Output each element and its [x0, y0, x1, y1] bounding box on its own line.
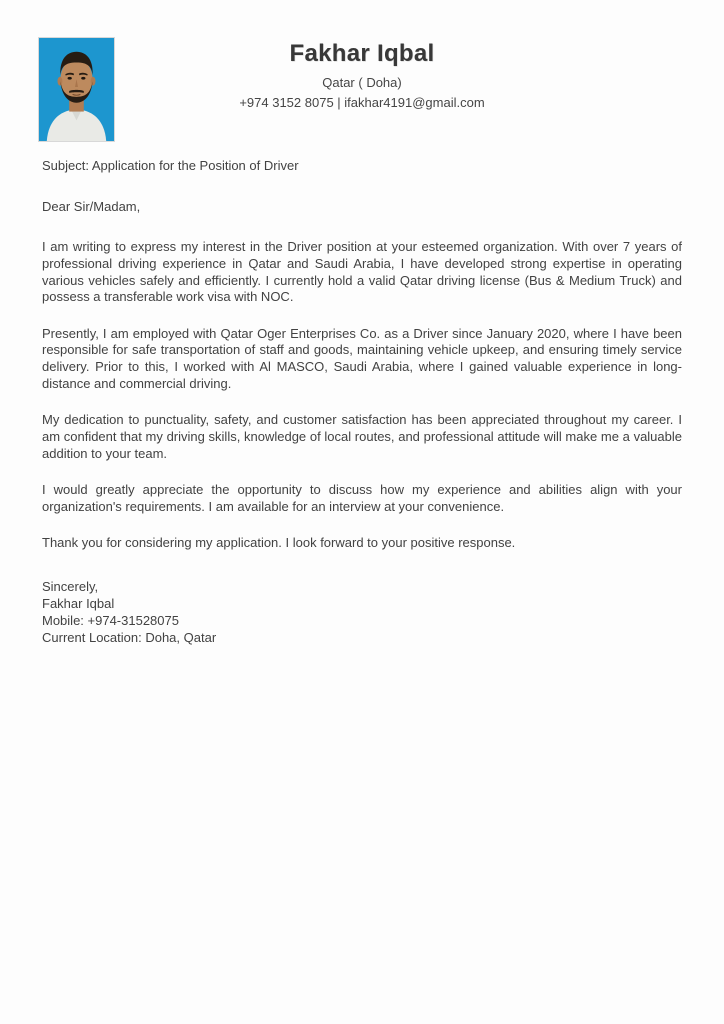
paragraph-thank-you: Thank you for considering my application. I look forward to your positive response.	[42, 535, 516, 551]
signature-block	[42, 578, 682, 647]
signature-mobile: Mobile: +974-31528075	[42, 613, 179, 629]
applicant-name: Fakhar Iqbal	[289, 40, 435, 67]
salutation: Dear Sir/Madam,	[42, 198, 141, 214]
paragraph-interview-request: I would greatly appreciate the opportunity to discuss how my experience and abilities align with your organization's requirements. I am available for an interview at your convenience.	[42, 482, 682, 514]
paragraph-introduction: I am writing to express my interest in the Driver position at your esteemed organization. With over 7 years of professional driving experience in Qatar and Saudi Arabia, I have developed strong expertise in operating various vehicles safely and efficiently. I currently hold a valid Qatar driving license (Bus & Medium Truck) and possess a transferable work visa with NOC.	[42, 239, 682, 305]
applicant-photo	[38, 37, 115, 142]
subject-line: Subject: Application for the Position of Driver	[42, 158, 299, 173]
paragraph-skills: My dedication to punctuality, safety, and customer satisfaction has been appreciated throughout my career. I am confident that my driving skills, knowledge of local routes, and professional attitude will make me a valuable addition to your team.	[42, 412, 682, 461]
applicant-contact: +974 3152 8075 | ifakhar4191@gmail.com	[239, 95, 485, 110]
paragraph-experience: Presently, I am employed with Qatar Oger Enterprises Co. as a Driver since January 2020, where I have been responsible for safe transportation of staff and goods, maintaining vehicle upkeep, and ensuring timely service delivery. Prior to this, I worked with Al MASCO, Saudi Arabia, where I gained valuable experience in long-distance and commercial driving.	[42, 325, 682, 391]
closing: Sincerely,	[42, 579, 99, 594]
applicant-location: Qatar ( Doha)	[322, 75, 402, 90]
portrait-photo-graphic	[39, 38, 114, 141]
signature-name: Fakhar Iqbal	[42, 596, 115, 612]
letter-body	[42, 158, 682, 647]
signature-location: Current Location: Doha, Qatar	[42, 630, 217, 646]
